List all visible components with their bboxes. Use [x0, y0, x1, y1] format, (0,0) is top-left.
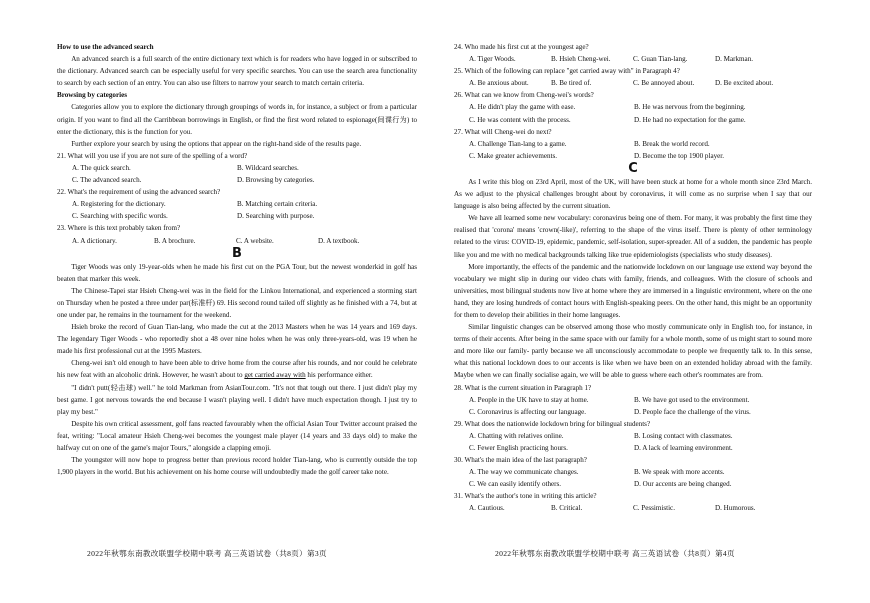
- question-stem: 24. Who made his first cut at the youngest age?: [454, 43, 589, 51]
- answer-option[interactable]: B. Losing contact with classmates.: [634, 431, 733, 440]
- page-footer-left: 2022年秋鄂东南教改联盟学校期中联考 高三英语试卷（共8页）第3页: [87, 549, 327, 558]
- underlined-phrase: get carried away with: [244, 371, 306, 380]
- answer-options: [57, 162, 417, 186]
- answer-option[interactable]: D. A textbook.: [318, 236, 360, 245]
- answer-option[interactable]: A. Cautious.: [469, 504, 505, 513]
- answer-option[interactable]: A. Registering for the dictionary.: [72, 200, 166, 209]
- answer-options: [57, 198, 417, 222]
- paragraph: [57, 357, 417, 381]
- paragraph: Despite his own critical assessment, golf fans reacted favourably when the official Asian Tour Twitter account praised the feat, writing: "Local amateur Hsieh Cheng-wei becomes the youngest male player (14 years and 33 days old) to make the halfway cut on one of the game's major Tours," alongside a clapping emoji.: [57, 419, 417, 452]
- answer-option[interactable]: C. The advanced search.: [72, 176, 142, 185]
- question-group-c: [454, 382, 812, 515]
- question-stem: 21. What will you use if you are not sure of the spelling of a word?: [57, 151, 248, 160]
- answer-option[interactable]: D. He had no expectation for the game.: [634, 115, 746, 124]
- heading-browsing: Browsing by categories: [57, 91, 128, 100]
- answer-option[interactable]: D. Markman.: [715, 55, 754, 64]
- question-stem: 28. What is the current situation in Paragraph 1?: [454, 383, 592, 392]
- answer-option[interactable]: B. Critical.: [551, 504, 583, 513]
- answer-option[interactable]: A. He didn't play the game with ease.: [469, 103, 576, 112]
- answer-options: [454, 101, 812, 125]
- answer-option[interactable]: B. He was nervous from the beginning.: [634, 103, 746, 112]
- paragraph: The Chinese-Tapei star Hsieh Cheng-wei was in the field for the Linkou International, and experienced a storming start on Thursday when he posted a three under par(标准杆) 69. His second round tailed off slightly as he finished with a 74, but at one under par, he remains in the tournament for the weekend.: [57, 286, 417, 319]
- question-stem: 30. What's the main idea of the last paragraph?: [454, 456, 587, 465]
- answer-option[interactable]: C. Coronavirus is affecting our language.: [469, 407, 587, 416]
- question-stem: 23. Where is this text probably taken from?: [57, 224, 181, 233]
- answer-option[interactable]: B. Hsieh Cheng-wei.: [551, 55, 611, 64]
- answer-option[interactable]: D. A lack of learning environment.: [634, 444, 733, 452]
- question-stem: 26. What can we know from Cheng-wei's words?: [454, 91, 594, 100]
- answer-option[interactable]: D. Browsing by categories.: [237, 176, 315, 185]
- paragraph: Further explore your search by using the options that appear on the right-hand side of the results page.: [71, 139, 362, 148]
- paragraph: Tiger Woods was only 19-year-olds when he made his first cut on the PGA Tour, but the newest wonderkid in golf has beaten that marker this week.: [57, 262, 417, 283]
- answer-option[interactable]: B. We have got used to the environment.: [634, 395, 750, 404]
- section-c-heading: C: [628, 160, 638, 176]
- left-page: [57, 41, 417, 478]
- answer-option[interactable]: B. Wildcard searches.: [237, 163, 299, 172]
- page-footer-right: 2022年秋鄂东南教改联盟学校期中联考 高三英语试卷（共8页）第4页: [495, 549, 735, 558]
- paragraph: "I didn't putt(轻击球) well." he told Markman from AsianTour.com. "It's not that tough out there. I just didn't play my best game. I got nervous towards the end because I wasn't playing well. I didn't have much expectation though. I just try to play my best.": [57, 383, 417, 416]
- paragraph: Categories allow you to explore the dictionary through groupings of words in, for instance, a subject or from a particular origin. If you want to find all the Carribbean borrowings in English, or find the first word related to espionage(间谍行为) to enter the dictionary, this is the function for you.: [57, 103, 417, 136]
- answer-option[interactable]: C. A website.: [236, 236, 274, 245]
- answer-options: [454, 53, 812, 65]
- question-stem: 22. What's the requirement of using the advanced search?: [57, 188, 221, 197]
- question-group-a: [57, 150, 417, 247]
- answer-options: [454, 394, 812, 418]
- answer-option[interactable]: C. Guan Tian-lang.: [633, 55, 688, 64]
- answer-option[interactable]: D. Be excited about.: [715, 79, 774, 88]
- answer-option[interactable]: B. Break the world record.: [634, 139, 710, 148]
- answer-option[interactable]: A. Chatting with relatives online.: [469, 431, 564, 440]
- paragraph-text: Cheng-wei isn't old enough to have been able to drive home from the course after his rounds, and nor could he celebrate his new feat with an alcoholic drink. However, he wasn't about to: [57, 359, 417, 380]
- answer-option[interactable]: C. Searching with specific words.: [72, 212, 168, 221]
- paragraph: As I write this blog on 23rd April, most of the UK, will have been stuck at home for a whole month since 23rd March. As we adjust to the physical challenges brought about by coronavirus, it will come as no surprise when I say that our language is also being affected by the current situation.: [454, 177, 812, 211]
- answer-option[interactable]: A. People in the UK have to stay at home.: [469, 395, 589, 404]
- question-stem: 27. What will Cheng-wei do next?: [454, 127, 552, 136]
- answer-option[interactable]: B. Matching certain criteria.: [237, 200, 318, 209]
- answer-option[interactable]: A. The way we communicate changes.: [469, 468, 579, 477]
- question-stem: 25. Which of the following can replace "get carried away with" in Paragraph 4?: [454, 67, 680, 76]
- paragraph: The youngster will now hope to progress better than previous record holder Tian-lang, who is currently outside the top 1,900 players in the world. But his achievement on his home course will undoubtedly made the golf career take note.: [57, 456, 417, 477]
- answer-option[interactable]: C. Be annoyed about.: [633, 79, 695, 88]
- answer-option[interactable]: D. Humorous.: [715, 504, 756, 513]
- question-stem: 31. What's the author's tone in writing this article?: [454, 492, 597, 501]
- answer-options: [454, 502, 812, 514]
- heading-advanced-search: How to use the advanced search: [57, 43, 154, 51]
- question-group-b: [454, 41, 812, 162]
- answer-option[interactable]: D. Searching with purpose.: [237, 212, 315, 221]
- paragraph: Hsieh broke the record of Guan Tian-lang, who made the cut at the 2013 Masters when he was 14 years and 169 days. The legendary Tiger Woods - who reportedly shot a 48 over nine holes when he was only three-years-old, was 19 when he made his first professional cut at the 1995 Masters.: [57, 323, 417, 356]
- answer-option[interactable]: A. Tiger Woods.: [469, 55, 516, 64]
- answer-option[interactable]: D. Our accents are being changed.: [634, 480, 732, 489]
- paragraph: An advanced search is a full search of the entire dictionary text which is for readers who have logged in or subscribed to the dictionary. Advanced search can be especially useful for very specific searches. You can use the search area functionality to search by each section of an entry. You can also use filters to narrow your search to match certain criteria.: [57, 55, 417, 88]
- answer-option[interactable]: B. Be tired of.: [551, 79, 592, 88]
- answer-option[interactable]: C. Fewer English practicing hours.: [469, 444, 568, 452]
- answer-option[interactable]: A. The quick search.: [72, 163, 131, 172]
- section-b-heading: B: [232, 245, 242, 261]
- answer-option[interactable]: D. Become the top 1900 player.: [634, 151, 725, 160]
- answer-options: [454, 138, 812, 162]
- answer-options: [454, 466, 812, 490]
- paragraph: Similar linguistic changes can be observed among those who mostly communicate only in English too, for instance, in terms of their accents. After being in the same space with our family for a whole month, some of us might start to sound more and more like our family- partly because we all unconsciously accommodate to people we frequently talk to. In this sense, what this national lockdown does to our accents is like when we have been on an extended holiday abroad with the family. Maybe when we can finally socialise again, we will be able to guess where each other's roommates are from.: [454, 323, 812, 380]
- answer-options: [57, 235, 417, 247]
- answer-option[interactable]: A. Challenge Tian-lang to a game.: [469, 139, 567, 148]
- answer-option[interactable]: A. Be anxious about.: [469, 79, 529, 88]
- answer-option[interactable]: B. A brochure.: [154, 236, 196, 245]
- answer-option[interactable]: B. We speak with more accents.: [634, 468, 725, 477]
- answer-option[interactable]: C. He was content with the process.: [469, 115, 571, 124]
- answer-option[interactable]: C. We can easily identify others.: [469, 480, 562, 489]
- question-stem: 29. What does the nationwide lockdown bring for bilingual students?: [454, 419, 651, 428]
- answer-option[interactable]: A. A dictionary.: [72, 236, 117, 245]
- right-page: [454, 41, 812, 515]
- answer-options: [454, 430, 812, 454]
- paragraph-text: his performance either.: [305, 371, 373, 380]
- answer-option[interactable]: D. People face the challenge of the virus.: [634, 407, 751, 416]
- paragraph: We have all learned some new vocabulary: coronavirus being one of them. For many, it was probably the first time they realised that 'corona' means 'crown(-like)', referring to the shape of the virus itself. There is plenty of other terminology related to the virus: COVID-19, epidemic, pandemic, self-isolation, super-spreader. All of a sudden, the pandemic has people like you and me with no medical backgrounds talking like true epidemiologists (specialists who study diseases).: [454, 214, 812, 259]
- paragraph: More importantly, the effects of the pandemic and the nationwide lockdown on our language use extend way beyond the vocabulary we might slip in during our video chats with family, friends, and colleagues. With the closure of schools and universities, most bilingual students now live at home where they are immersed in a linguistic environment, where on the one hand, they are losing hundreds of contact hours with English-speaking peers. On the other hand, this might be an opportunity for them to develop their abilities in their home languages.: [454, 262, 812, 319]
- answer-option[interactable]: C. Pessimistic.: [633, 504, 675, 513]
- answer-options: [454, 77, 812, 89]
- answer-option[interactable]: C. Make greater achievements.: [469, 151, 558, 160]
